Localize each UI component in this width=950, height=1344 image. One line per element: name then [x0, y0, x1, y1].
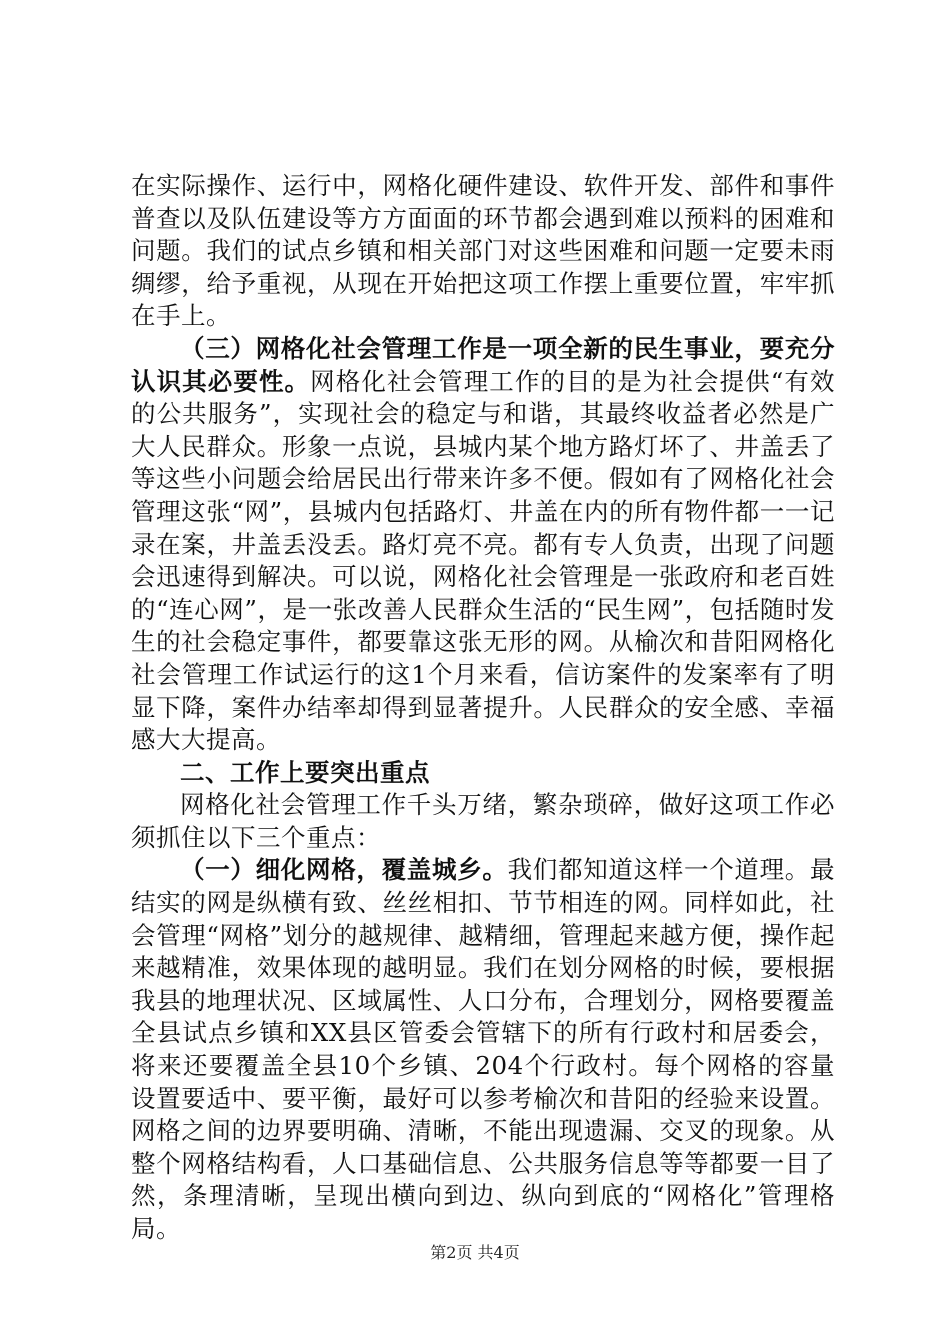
section-heading [131, 757, 835, 790]
paragraph-text: 我们都知道这样一个道理。最结实的网是纵横有致、丝丝相扣、节节相连的网。同样如此，社会管理“网格”划分的越规律、越精细，管理起来越方便，操作起来越精准，效果体现的越明显。我们在划分网格的时候，要根据我县的地理状况、区域属性、人口分布，合理划分，网格要覆盖全县试点乡镇和XX县区管委会管辖下的所有行政村和居委会，将来还要覆盖全县10个乡镇、204个行政村。每个网格的容量设置要适中、要平衡，最好可以参考榆次和昔阳的经验来设置。网格之间的边界要明确、清晰，不能出现遗漏、交叉的现象。从整个网格结构看，人口基础信息、公共服务信息等等都要一目了然，条理清晰，呈现出横向到边、纵向到底的“网格化”管理格局。 [131, 855, 836, 1243]
paragraph-grid [131, 854, 835, 1245]
paragraph-intro [131, 789, 835, 854]
paragraph-text: 网格化社会管理工作的目的是为社会提供“有效的公共服务”，实现社会的稳定与和谐，其最终收益者必然是广大人民群众。形象一点说，县城内某个地方路灯坏了、井盖丢了等这些小问题会给居民出行带来许多不便。假如有了网格化社会管理这张“网”，县城内包括路灯、井盖在内的所有物件都一一记录在案，井盖丢没丢。路灯亮不亮。都有专人负责，出现了问题会迅速得到解决。可以说，网格化社会管理是一张政府和老百姓的“连心网”，是一张改善人民群众生活的“民生网”，包括随时发生的社会稳定事件，都要靠这张无形的网。从榆次和昔阳网格化社会管理工作试运行的这1个月来看，信访案件的发案率有了明显下降，案件办结率却得到显著提升。人民群众的安全感、幸福感大大提高。 [131, 366, 835, 755]
section-heading-text: 二、工作上要突出重点 [180, 757, 430, 787]
paragraph-heading: （一）细化网格，覆盖城乡。 [180, 855, 508, 885]
paragraph-continuation [131, 170, 835, 333]
page-number-footer: 第2页 共4页 [430, 1243, 520, 1262]
paragraph-heading: （三）网格化社会管理工作是一项全新的民生事业，要充分认识其必要性。 [131, 333, 835, 396]
paragraph-text: 网格化社会管理工作千头万绪，繁杂琐碎，做好这项工作必须抓住以下三个重点： [131, 790, 835, 852]
paragraph-text: 在实际操作、运行中，网格化硬件建设、软件开发、部件和事件普查以及队伍建设等方方面面的环节都会遇到难以预料的困难和问题。我们的试点乡镇和相关部门对这些困难和问题一定要未雨绸缪，给予重视，从现在开始把这项工作摆上重要位置，牢牢抓在手上。 [131, 171, 835, 331]
document-body [131, 170, 835, 1246]
paragraph-necessity [131, 333, 835, 757]
